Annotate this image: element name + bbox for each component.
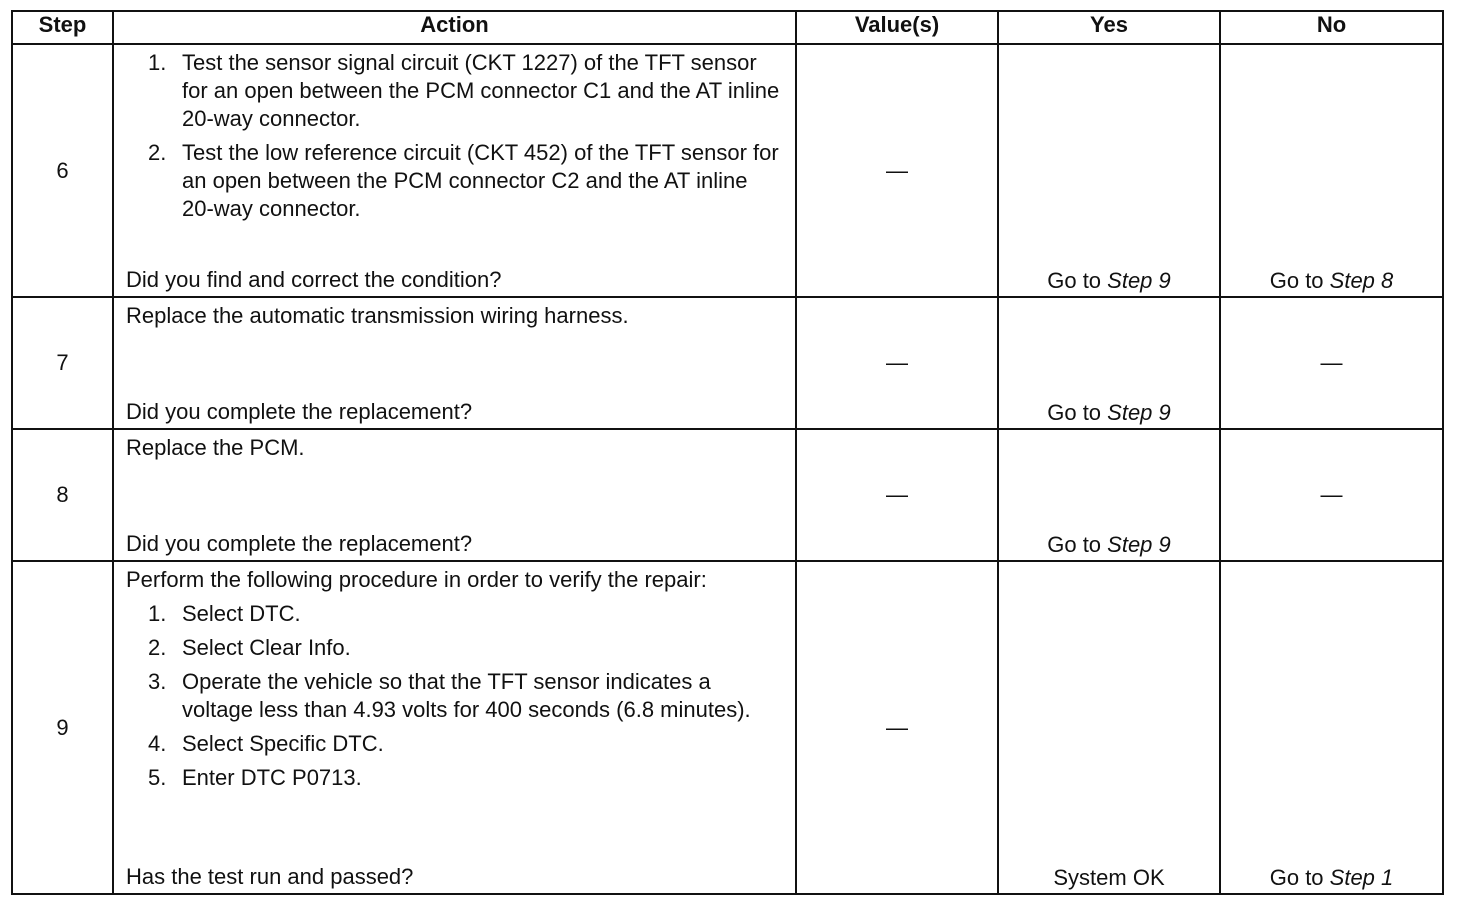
action-cell bbox=[113, 429, 796, 561]
step-link: Step 1 bbox=[1329, 865, 1394, 890]
step-link: Step 9 bbox=[1107, 532, 1171, 557]
action-intro: Perform the following procedure in order to verify the repair: bbox=[126, 567, 707, 592]
header-row bbox=[12, 11, 1443, 44]
step-number: 7 bbox=[12, 297, 113, 429]
action-text: Replace the PCM. bbox=[126, 435, 305, 460]
value-cell: — bbox=[796, 297, 998, 429]
table-row bbox=[12, 44, 1443, 297]
header-yes: Yes bbox=[998, 11, 1220, 44]
list-item: 2. Test the low reference circuit (CKT 452) of the TFT sensor for an open between the PCM connector C2 and the AT inline 20-way connector. bbox=[148, 140, 779, 221]
action-text: Replace the automatic transmission wiring harness. bbox=[126, 303, 629, 328]
action-question: Did you complete the replacement? bbox=[126, 531, 473, 556]
no-cell: — bbox=[1220, 297, 1443, 429]
yes-cell: Go to Step 9 bbox=[998, 297, 1220, 429]
action-cell bbox=[113, 297, 796, 429]
list-item: 2. Select Clear Info. bbox=[148, 635, 351, 660]
value-cell: — bbox=[796, 44, 998, 297]
list-item: 4. Select Specific DTC. bbox=[148, 731, 384, 756]
no-cell: Go to Step 8 bbox=[1220, 44, 1443, 297]
header-step: Step bbox=[12, 11, 113, 44]
step-link: Step 9 bbox=[1107, 268, 1171, 293]
header-values: Value(s) bbox=[796, 11, 998, 44]
no-cell: Go to Step 1 bbox=[1220, 561, 1443, 894]
action-cell bbox=[113, 44, 796, 297]
list-item: 1. Select DTC. bbox=[148, 601, 301, 626]
table-row bbox=[12, 561, 1443, 894]
value-cell: — bbox=[796, 429, 998, 561]
list-item: 1. Test the sensor signal circuit (CKT 1227) of the TFT sensor for an open between the PCM connector C1 and the AT inline 20-way connector. bbox=[148, 50, 780, 131]
list-item: 5. Enter DTC P0713. bbox=[148, 765, 362, 790]
action-question: Did you complete the replacement? bbox=[126, 399, 473, 424]
action-question: Did you find and correct the condition? bbox=[126, 267, 502, 292]
action-cell bbox=[113, 561, 796, 894]
diagnostic-table bbox=[11, 10, 1444, 895]
yes-cell: System OK bbox=[998, 561, 1220, 894]
yes-cell: Go to Step 9 bbox=[998, 429, 1220, 561]
header-action: Action bbox=[113, 11, 796, 44]
no-cell: — bbox=[1220, 429, 1443, 561]
table-row bbox=[12, 429, 1443, 561]
yes-cell: Go to Step 9 bbox=[998, 44, 1220, 297]
value-cell: — bbox=[796, 561, 998, 894]
step-number: 8 bbox=[12, 429, 113, 561]
step-number: 6 bbox=[12, 44, 113, 297]
header-no: No bbox=[1220, 11, 1443, 44]
action-question: Has the test run and passed? bbox=[126, 864, 414, 889]
step-link: Step 9 bbox=[1107, 400, 1171, 425]
list-item: 3. Operate the vehicle so that the TFT sensor indicates a voltage less than 4.93 volts for 400 seconds (6.8 minutes). bbox=[148, 669, 751, 722]
table-row bbox=[12, 297, 1443, 429]
step-link: Step 8 bbox=[1329, 268, 1394, 293]
step-number: 9 bbox=[12, 561, 113, 894]
